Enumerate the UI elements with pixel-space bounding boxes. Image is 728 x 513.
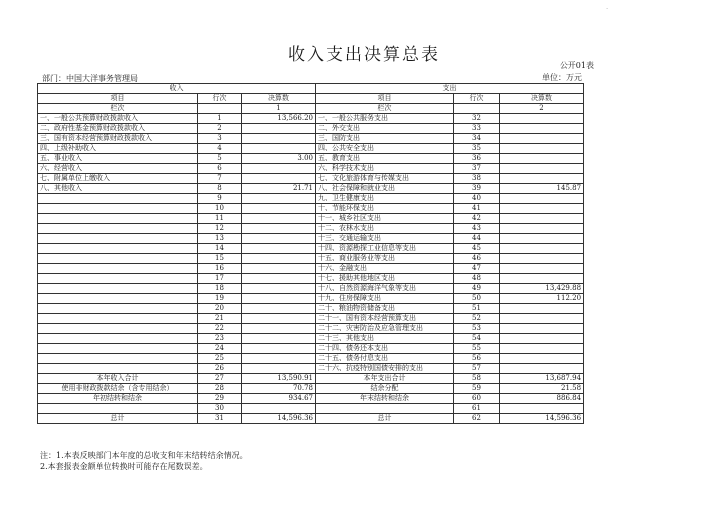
expense-row-number: 38 (454, 174, 500, 184)
expense-amount-header: 决算数 (500, 94, 584, 104)
expense-amount (500, 214, 584, 224)
expense-amount (500, 274, 584, 284)
expense-item: 三、国防支出 (316, 134, 454, 144)
expense-amount (500, 134, 584, 144)
income-amount (242, 174, 316, 184)
expense-item: 一、一般公共服务支出 (316, 114, 454, 124)
income-section-header: 收入 (38, 84, 316, 94)
income-amount: 21.71 (242, 184, 316, 194)
table-row (38, 254, 584, 264)
income-amount (242, 274, 316, 284)
income-item: 二、政府性基金预算财政拨款收入 (38, 124, 198, 134)
expense-item: 十九、住房保障支出 (316, 294, 454, 304)
income-row-number: 11 (198, 214, 242, 224)
income-row-number: 4 (198, 144, 242, 154)
income-item (38, 344, 198, 354)
income-amount-header: 决算数 (242, 94, 316, 104)
expense-amount (500, 224, 584, 234)
income-col-label: 栏次 (38, 104, 198, 114)
income-row-number: 8 (198, 184, 242, 194)
income-amount (242, 364, 316, 374)
expense-amount (500, 254, 584, 264)
expense-row-number: 51 (454, 304, 500, 314)
expense-item: 二十一、国有资本经营预算支出 (316, 314, 454, 324)
expense-row-number: 44 (454, 234, 500, 244)
page-title: 收入支出决算总表 (288, 45, 440, 65)
table-row (38, 264, 584, 274)
expense-amount (500, 144, 584, 154)
income-row-number: 23 (198, 334, 242, 344)
income-amount (242, 324, 316, 334)
expense-amount (500, 354, 584, 364)
expense-item: 四、公共安全支出 (316, 144, 454, 154)
income-amount (242, 264, 316, 274)
table-row (38, 164, 584, 174)
expense-amount (500, 234, 584, 244)
expense-amount (500, 314, 584, 324)
expense-item: 二十三、其他支出 (316, 334, 454, 344)
summary-expense-row-number: 61 (454, 404, 500, 414)
income-row-number: 10 (198, 204, 242, 214)
footnote-1: 注：1.本表反映部门本年度的总收支和年末结转结余情况。 (40, 451, 248, 460)
table-row (38, 314, 584, 324)
income-amount (242, 194, 316, 204)
income-row-number: 17 (198, 274, 242, 284)
summary-income-item: 本年收入合计 (38, 374, 198, 384)
income-amount (242, 224, 316, 234)
summary-expense-amount: 13,687.94 (500, 374, 584, 384)
income-amount (242, 254, 316, 264)
summary-expense-item: 本年支出合计 (316, 374, 454, 384)
expense-row-number: 54 (454, 334, 500, 344)
summary-income-amount: 13,590.91 (242, 374, 316, 384)
expense-item: 十五、商业服务业等支出 (316, 254, 454, 264)
expense-amount (500, 364, 584, 374)
summary-income-amount: 70.78 (242, 384, 316, 394)
expense-row-number: 49 (454, 284, 500, 294)
income-amount: 13,566.20 (242, 114, 316, 124)
income-row-number: 6 (198, 164, 242, 174)
income-item (38, 194, 198, 204)
income-row-number: 9 (198, 194, 242, 204)
table-row (38, 154, 584, 164)
income-item (38, 294, 198, 304)
expense-item: 十四、资源勘探工业信息等支出 (316, 244, 454, 254)
income-amount (242, 344, 316, 354)
expense-amount (500, 204, 584, 214)
expense-item: 十、节能环保支出 (316, 204, 454, 214)
income-expense-table (37, 83, 584, 424)
income-item-header: 项目 (38, 94, 198, 104)
income-item (38, 304, 198, 314)
summary-income-item: 使用非财政拨款结余（含专用结余） (38, 384, 198, 394)
expense-row-number: 56 (454, 354, 500, 364)
expense-row-number: 33 (454, 124, 500, 134)
summary-row (38, 384, 584, 394)
expense-amount (500, 114, 584, 124)
income-item (38, 314, 198, 324)
expense-item: 十八、自然资源海洋气象等支出 (316, 284, 454, 294)
expense-item: 八、社会保障和就业支出 (316, 184, 454, 194)
expense-item: 二十五、债务付息支出 (316, 354, 454, 364)
expense-item: 十二、农林水支出 (316, 224, 454, 234)
income-rowno-header: 行次 (198, 94, 242, 104)
summary-expense-row-number: 62 (454, 414, 500, 424)
expense-amount: 112.20 (500, 294, 584, 304)
expense-amount (500, 174, 584, 184)
income-item (38, 224, 198, 234)
expense-amount: 13,429.88 (500, 284, 584, 294)
expense-row-number: 34 (454, 134, 500, 144)
expense-item: 二十六、抗疫特别国债安排的支出 (316, 364, 454, 374)
income-row-number: 21 (198, 314, 242, 324)
expense-row-number: 57 (454, 364, 500, 374)
expense-row-number: 42 (454, 214, 500, 224)
income-item: 八、其他收入 (38, 184, 198, 194)
income-row-number: 14 (198, 244, 242, 254)
table-row (38, 184, 584, 194)
expense-item: 十三、交通运输支出 (316, 234, 454, 244)
expense-amount (500, 124, 584, 134)
income-amount (242, 124, 316, 134)
corner-mark: · (606, 6, 608, 13)
section-header-row (38, 84, 584, 94)
expense-item-header: 项目 (316, 94, 454, 104)
income-row-number: 5 (198, 154, 242, 164)
expense-amount: 145.87 (500, 184, 584, 194)
table-row (38, 274, 584, 284)
income-item (38, 354, 198, 364)
table-row (38, 224, 584, 234)
expense-item: 六、科学技术支出 (316, 164, 454, 174)
summary-income-row-number: 29 (198, 394, 242, 404)
summary-expense-amount (500, 404, 584, 414)
income-row-number: 16 (198, 264, 242, 274)
table-row (38, 304, 584, 314)
expense-section-header: 支出 (316, 84, 584, 94)
expense-amount (500, 244, 584, 254)
income-amount (242, 164, 316, 174)
income-row-number: 19 (198, 294, 242, 304)
income-row-number: 1 (198, 114, 242, 124)
expense-row-number: 47 (454, 264, 500, 274)
income-amount (242, 354, 316, 364)
income-col-rowno-blank (198, 104, 242, 114)
summary-income-item: 年初结转和结余 (38, 394, 198, 404)
footnote-2: 2.本套报表金额单位转换时可能存在尾数误差。 (40, 462, 208, 471)
expense-row-number: 40 (454, 194, 500, 204)
expense-row-number: 37 (454, 164, 500, 174)
income-amount (242, 314, 316, 324)
summary-income-row-number: 31 (198, 414, 242, 424)
income-item (38, 244, 198, 254)
expense-item: 二十二、灾害防治及应急管理支出 (316, 324, 454, 334)
expense-amount (500, 154, 584, 164)
summary-income-amount: 934.67 (242, 394, 316, 404)
income-row-number: 2 (198, 124, 242, 134)
income-row-number: 26 (198, 364, 242, 374)
expense-amount (500, 324, 584, 334)
summary-row (38, 414, 584, 424)
income-amount (242, 284, 316, 294)
expense-col-index: 2 (500, 104, 584, 114)
income-amount (242, 244, 316, 254)
income-row-number: 24 (198, 344, 242, 354)
income-amount (242, 134, 316, 144)
table-row (38, 124, 584, 134)
table-row (38, 204, 584, 214)
expense-item: 十一、城乡社区支出 (316, 214, 454, 224)
table-row (38, 294, 584, 304)
income-item (38, 324, 198, 334)
table-row (38, 284, 584, 294)
expense-item: 十六、金融支出 (316, 264, 454, 274)
expense-amount (500, 264, 584, 274)
summary-income-row-number: 28 (198, 384, 242, 394)
income-item (38, 284, 198, 294)
income-row-number: 3 (198, 134, 242, 144)
income-amount (242, 294, 316, 304)
income-item (38, 364, 198, 374)
table-row (38, 334, 584, 344)
expense-item: 二十、粮油物资储备支出 (316, 304, 454, 314)
income-amount: 3.00 (242, 154, 316, 164)
income-col-index: 1 (242, 104, 316, 114)
income-item (38, 204, 198, 214)
expense-row-number: 36 (454, 154, 500, 164)
summary-row (38, 404, 584, 414)
table-row (38, 174, 584, 184)
income-item (38, 264, 198, 274)
expense-amount (500, 194, 584, 204)
income-item (38, 214, 198, 224)
summary-expense-item: 总计 (316, 414, 454, 424)
expense-row-number: 55 (454, 344, 500, 354)
summary-row (38, 394, 584, 404)
expense-row-number: 53 (454, 324, 500, 334)
income-amount (242, 234, 316, 244)
expense-row-number: 52 (454, 314, 500, 324)
expense-item: 二十四、债务还本支出 (316, 344, 454, 354)
summary-expense-amount: 14,596.36 (500, 414, 584, 424)
department-label: 部门：中国大洋事务管理局 (42, 74, 138, 83)
income-row-number: 13 (198, 234, 242, 244)
table-row (38, 234, 584, 244)
expense-amount (500, 304, 584, 314)
income-row-number: 18 (198, 284, 242, 294)
income-item (38, 254, 198, 264)
table-row (38, 134, 584, 144)
income-item: 七、附属单位上缴收入 (38, 174, 198, 184)
table-row (38, 244, 584, 254)
form-number: 公开01表 (559, 61, 594, 70)
income-row-number: 25 (198, 354, 242, 364)
summary-expense-row-number: 60 (454, 394, 500, 404)
summary-expense-amount: 21.58 (500, 384, 584, 394)
expense-row-number: 46 (454, 254, 500, 264)
table-row (38, 214, 584, 224)
expense-col-label: 栏次 (316, 104, 454, 114)
table-row (38, 364, 584, 374)
income-item: 六、经营收入 (38, 164, 198, 174)
column-header-row (38, 94, 584, 104)
expense-item: 九、卫生健康支出 (316, 194, 454, 204)
expense-item: 五、教育支出 (316, 154, 454, 164)
footnotes (40, 450, 248, 472)
income-amount (242, 334, 316, 344)
income-item: 四、上级补助收入 (38, 144, 198, 154)
summary-expense-row-number: 58 (454, 374, 500, 384)
summary-income-amount (242, 404, 316, 414)
expense-row-number: 50 (454, 294, 500, 304)
expense-row-number: 35 (454, 144, 500, 154)
income-row-number: 7 (198, 174, 242, 184)
expense-item: 十七、援助其他地区支出 (316, 274, 454, 284)
table-row (38, 114, 584, 124)
income-item: 五、事业收入 (38, 154, 198, 164)
summary-income-item: 总计 (38, 414, 198, 424)
income-amount (242, 144, 316, 154)
income-row-number: 15 (198, 254, 242, 264)
expense-item: 二、外交支出 (316, 124, 454, 134)
expense-item: 七、文化旅游体育与传媒支出 (316, 174, 454, 184)
income-item: 三、国有资本经营预算财政拨款收入 (38, 134, 198, 144)
summary-expense-row-number: 59 (454, 384, 500, 394)
summary-expense-item: 年末结转和结余 (316, 394, 454, 404)
column-index-row (38, 104, 584, 114)
income-row-number: 22 (198, 324, 242, 334)
expense-amount (500, 164, 584, 174)
expense-row-number: 43 (454, 224, 500, 234)
income-item (38, 274, 198, 284)
summary-income-amount: 14,596.36 (242, 414, 316, 424)
expense-col-rowno-blank (454, 104, 500, 114)
expense-row-number: 45 (454, 244, 500, 254)
summary-income-item (38, 404, 198, 414)
summary-expense-item (316, 404, 454, 414)
expense-row-number: 32 (454, 114, 500, 124)
income-item (38, 234, 198, 244)
table-row (38, 194, 584, 204)
summary-income-row-number: 30 (198, 404, 242, 414)
expense-row-number: 39 (454, 184, 500, 194)
expense-row-number: 41 (454, 204, 500, 214)
income-row-number: 12 (198, 224, 242, 234)
table-row (38, 354, 584, 364)
table-row (38, 344, 584, 354)
expense-row-number: 48 (454, 274, 500, 284)
table-row (38, 144, 584, 154)
income-amount (242, 304, 316, 314)
income-item: 一、一般公共预算财政拨款收入 (38, 114, 198, 124)
expense-amount (500, 344, 584, 354)
expense-amount (500, 334, 584, 344)
income-amount (242, 204, 316, 214)
summary-income-row-number: 27 (198, 374, 242, 384)
summary-expense-amount: 886.84 (500, 394, 584, 404)
unit-label: 单位：万元 (542, 73, 582, 82)
income-item (38, 334, 198, 344)
summary-row (38, 374, 584, 384)
expense-rowno-header: 行次 (454, 94, 500, 104)
income-row-number: 20 (198, 304, 242, 314)
summary-expense-item: 结余分配 (316, 384, 454, 394)
income-amount (242, 214, 316, 224)
table-row (38, 324, 584, 334)
